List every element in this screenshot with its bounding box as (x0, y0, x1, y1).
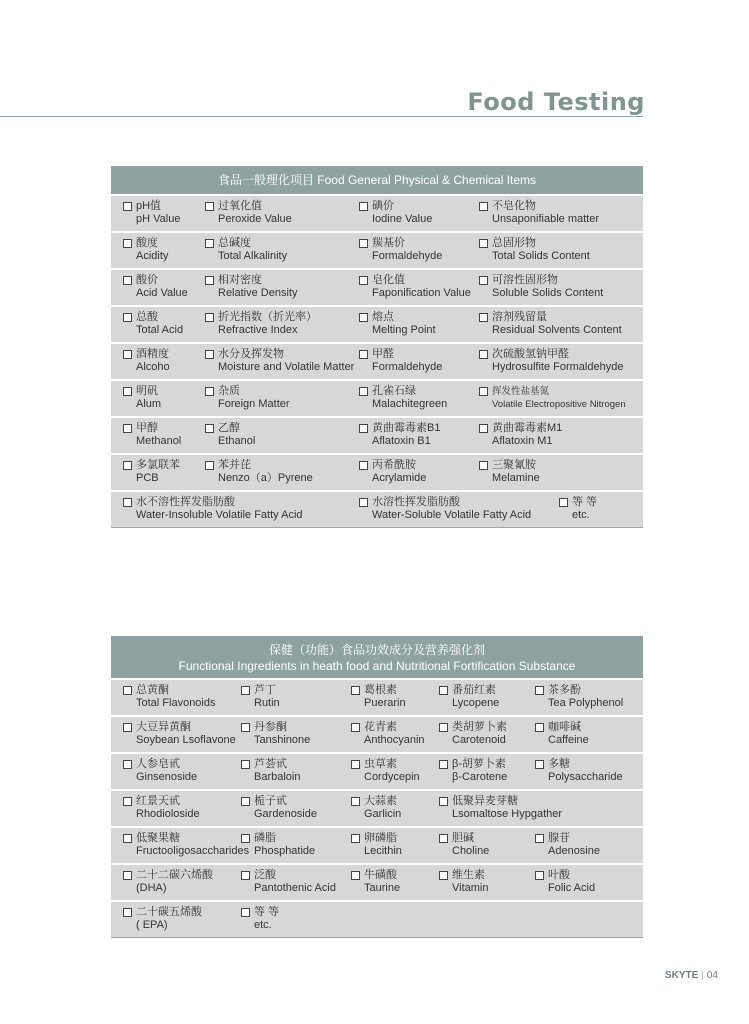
test-item (241, 684, 280, 710)
test-item (479, 385, 626, 411)
item-name-en: Carotenoid (452, 734, 506, 746)
item-name-cn: 低聚果糖 (136, 832, 180, 844)
test-item (479, 422, 562, 448)
item-name-en: Alum (136, 398, 162, 410)
item-checkbox[interactable] (241, 908, 250, 917)
test-item (205, 459, 313, 485)
item-name-cn: 维生素 (452, 869, 485, 881)
test-item (479, 200, 599, 226)
item-name-cn: 花青素 (364, 721, 397, 733)
test-item (205, 422, 255, 448)
item-name-cn: 水分及挥发物 (218, 348, 284, 360)
item-name-en: Puerarin (364, 697, 406, 709)
test-item (123, 237, 168, 263)
item-name-en: Soluble Solids Content (492, 287, 604, 299)
item-checkbox[interactable] (123, 723, 132, 732)
item-name-cn: 大蒜素 (364, 795, 397, 807)
table-header-cn: 保健（功能）食品功效成分及营养强化剂 (268, 643, 485, 657)
item-name-en: Rutin (254, 697, 280, 709)
item-name-en: Acrylamide (372, 472, 427, 484)
item-name-cn: 黄曲霉毒素B1 (372, 422, 441, 434)
item-name-en: Relative Density (218, 287, 298, 299)
item-name-cn: 叶酸 (548, 869, 570, 881)
item-name-cn: 丙希酰胺 (372, 459, 416, 471)
item-name-en: Water-Insoluble Volatile Fatty Acid (136, 509, 303, 521)
item-checkbox[interactable] (123, 202, 132, 211)
test-item (351, 832, 402, 858)
test-item (351, 684, 406, 710)
item-name-en: Caffeine (548, 734, 589, 746)
item-name-en: Melamine (492, 472, 540, 484)
test-item (123, 906, 202, 932)
test-item (123, 832, 249, 858)
item-name-en: Refractive Index (218, 324, 298, 336)
item-name-cn: 可溶性固形物 (492, 274, 558, 286)
item-name-en: Tanshinone (254, 734, 311, 746)
item-name-cn: 等 等 (254, 906, 280, 918)
item-name-cn: 红景天甙 (136, 795, 180, 807)
item-name-cn: 明矾 (136, 385, 158, 397)
test-item (439, 832, 489, 858)
test-item (123, 795, 200, 821)
test-item (123, 200, 180, 226)
item-name-cn: 总酸 (136, 311, 158, 323)
item-name-cn: 黄曲霉毒素M1 (492, 422, 563, 434)
footer-separator: | (701, 970, 704, 981)
item-name-en: Total Flavonoids (136, 697, 216, 709)
test-item (241, 721, 310, 747)
test-item (359, 385, 447, 411)
table-row (111, 233, 643, 270)
test-item (479, 459, 540, 485)
item-checkbox[interactable] (479, 350, 488, 359)
item-name-cn: 总碱度 (218, 237, 251, 249)
test-item (205, 311, 317, 337)
item-name-en: Methanol (136, 435, 182, 447)
test-item (479, 274, 603, 300)
item-name-cn: 甲醇 (136, 422, 158, 434)
test-item (241, 906, 279, 932)
item-checkbox[interactable] (123, 871, 132, 880)
brand-logo: SKYTE (664, 970, 699, 981)
item-checkbox[interactable] (241, 760, 250, 769)
item-name-en: Peroxide Value (218, 213, 292, 225)
page-number: 04 (706, 970, 718, 981)
test-item (535, 721, 589, 747)
table-row (111, 717, 643, 754)
item-name-cn: 大豆异黄酮 (136, 721, 191, 733)
item-checkbox[interactable] (351, 723, 360, 732)
table-row (111, 680, 643, 717)
item-checkbox[interactable] (123, 276, 132, 285)
test-item (359, 274, 471, 300)
test-item (359, 348, 442, 374)
item-name-cn: 胆碱 (452, 832, 474, 844)
item-name-cn: 过氧化值 (218, 200, 262, 212)
item-name-cn: 不皂化物 (492, 200, 536, 212)
item-name-en: Pantothenic Acid (254, 882, 336, 894)
table-row (111, 270, 643, 307)
item-name-en: Foreign Matter (218, 398, 290, 410)
item-name-cn: 次硫酸氢钠甲醛 (492, 348, 569, 360)
test-item (359, 422, 440, 448)
item-name-en: Anthocyanin (364, 734, 425, 746)
item-name-en: Hydrosulfite Formaldehyde (492, 361, 624, 373)
page-footer (665, 970, 718, 981)
test-item (123, 274, 188, 300)
item-name-cn: 磷脂 (254, 832, 276, 844)
item-checkbox[interactable] (351, 760, 360, 769)
test-item (123, 869, 213, 895)
table-row (111, 344, 643, 381)
item-name-cn: 羰基价 (372, 237, 405, 249)
item-name-cn: 酸度 (136, 237, 158, 249)
table-row (111, 865, 643, 902)
item-checkbox[interactable] (123, 760, 132, 769)
item-name-cn: pH值 (136, 200, 162, 212)
item-name-en: Gardenoside (254, 808, 317, 820)
test-item (351, 758, 420, 784)
item-name-en: Phosphatide (254, 845, 316, 857)
item-checkbox[interactable] (351, 834, 360, 843)
item-checkbox[interactable] (241, 871, 250, 880)
item-name-cn: 二十二碳六烯酸 (136, 869, 213, 881)
item-checkbox[interactable] (123, 461, 132, 470)
item-name-cn: 总固形物 (492, 237, 536, 249)
item-name-en: etc. (254, 919, 272, 931)
item-name-en: Garlicin (364, 808, 402, 820)
test-item (351, 869, 400, 895)
table-row (111, 902, 643, 938)
item-name-cn: 人参皂甙 (136, 758, 180, 770)
item-name-cn: 咖啡碱 (548, 721, 581, 733)
item-checkbox[interactable] (439, 760, 448, 769)
test-item (439, 795, 562, 821)
item-checkbox[interactable] (205, 461, 214, 470)
item-name-cn: 酸价 (136, 274, 158, 286)
item-name-cn: 水不溶性挥发脂肪酸 (136, 496, 235, 508)
item-name-en: Barbaloin (254, 771, 301, 783)
item-name-en: Aflatoxin B1 (372, 435, 431, 447)
item-checkbox[interactable] (535, 686, 544, 695)
item-name-cn: 折光指数（折光率） (218, 311, 317, 323)
item-name-cn: 皂化值 (372, 274, 405, 286)
item-checkbox[interactable] (205, 424, 214, 433)
item-checkbox[interactable] (479, 239, 488, 248)
test-item (479, 237, 590, 263)
test-item (123, 348, 170, 374)
item-checkbox[interactable] (123, 686, 132, 695)
item-name-cn: β-胡萝卜素 (452, 758, 506, 770)
test-item (351, 795, 401, 821)
item-name-en: Alcoho (136, 361, 170, 373)
test-item (439, 758, 507, 784)
item-checkbox[interactable] (241, 797, 250, 806)
item-name-en: Rhodioloside (136, 808, 200, 820)
test-item (123, 385, 161, 411)
item-name-en: Formaldehyde (372, 250, 443, 262)
item-name-cn: 乙醇 (218, 422, 240, 434)
item-name-en: Polysaccharide (548, 771, 623, 783)
item-name-en: etc. (572, 509, 590, 521)
item-name-cn: 二十碳五烯酸 (136, 906, 202, 918)
item-name-cn: 虫草素 (364, 758, 397, 770)
test-item (241, 795, 317, 821)
item-name-cn: 苯并芘 (218, 459, 251, 471)
test-item (535, 869, 595, 895)
test-item (241, 869, 336, 895)
table-header: 食品一般理化项目 Food General Physical & Chemical Items (111, 166, 643, 196)
test-item (535, 758, 623, 784)
test-item (359, 237, 442, 263)
item-checkbox[interactable] (123, 498, 132, 507)
item-name-cn: 腺苷 (548, 832, 570, 844)
item-name-en: Tea Polyphenol (548, 697, 624, 709)
test-item (241, 832, 315, 858)
item-checkbox[interactable] (479, 202, 488, 211)
title-rule (0, 116, 643, 117)
table-row (111, 381, 643, 418)
item-name-cn: 溶剂残留量 (492, 311, 547, 323)
test-item (205, 274, 297, 300)
item-checkbox[interactable] (205, 239, 214, 248)
item-name-cn: 低聚异麦芽糖 (452, 795, 518, 807)
item-name-en: PCB (136, 472, 159, 484)
item-name-en: Adenosine (548, 845, 600, 857)
item-name-en: Soybean Lsoflavone (136, 734, 236, 746)
item-checkbox[interactable] (535, 834, 544, 843)
item-checkbox[interactable] (479, 424, 488, 433)
item-name-en: ( EPA) (136, 919, 168, 931)
test-item (205, 348, 354, 374)
item-checkbox[interactable] (535, 871, 544, 880)
item-checkbox[interactable] (479, 276, 488, 285)
item-name-en: Choline (452, 845, 490, 857)
item-checkbox[interactable] (359, 387, 368, 396)
item-checkbox[interactable] (205, 313, 214, 322)
item-name-en: (DHA) (136, 882, 167, 894)
item-checkbox[interactable] (535, 723, 544, 732)
item-checkbox[interactable] (123, 239, 132, 248)
item-name-en: Total Solids Content (492, 250, 590, 262)
item-checkbox[interactable] (559, 498, 568, 507)
item-name-en: Volatile Electropositive Nitrogen (492, 399, 626, 410)
item-checkbox[interactable] (351, 797, 360, 806)
item-checkbox[interactable] (439, 686, 448, 695)
item-checkbox[interactable] (205, 276, 214, 285)
test-item (123, 758, 197, 784)
test-item (359, 200, 432, 226)
item-name-cn: 泛酸 (254, 869, 276, 881)
table-header (111, 636, 643, 680)
item-name-cn: 甲醛 (372, 348, 394, 360)
test-item (205, 385, 290, 411)
test-item (535, 832, 600, 858)
table-row (111, 828, 643, 865)
item-name-cn: 挥发性盐基氮 (492, 386, 550, 397)
item-name-cn: 水溶性挥发脂肪酸 (372, 496, 460, 508)
functional-ingredients-table (111, 636, 643, 938)
table-row (111, 455, 643, 492)
item-checkbox[interactable] (359, 461, 368, 470)
item-checkbox[interactable] (479, 387, 488, 396)
item-name-cn: 丹参酮 (254, 721, 287, 733)
item-name-cn: 茶多酚 (548, 684, 581, 696)
item-name-cn: 孔雀石绿 (372, 385, 416, 397)
item-name-en: Water-Soluble Volatile Fatty Acid (372, 509, 532, 521)
test-item (123, 459, 180, 485)
item-checkbox[interactable] (205, 202, 214, 211)
item-name-cn: 酒精度 (136, 348, 169, 360)
item-name-en: Iodine Value (372, 213, 433, 225)
test-item (359, 459, 426, 485)
item-name-cn: 芦丁 (254, 684, 276, 696)
item-name-cn: 类胡萝卜素 (452, 721, 507, 733)
item-name-en: Unsaponifiable matter (492, 213, 600, 225)
item-name-en: Lycopene (452, 697, 500, 709)
test-item (535, 684, 623, 710)
item-name-en: Total Acid (136, 324, 184, 336)
item-name-en: Lsomaltose Hypgather (452, 808, 563, 820)
item-checkbox[interactable] (439, 723, 448, 732)
item-name-cn: 相对密度 (218, 274, 262, 286)
item-name-cn: 多氯联苯 (136, 459, 180, 471)
test-item (479, 348, 623, 374)
item-checkbox[interactable] (359, 424, 368, 433)
item-checkbox[interactable] (205, 387, 214, 396)
table-row (111, 492, 643, 528)
item-name-cn: 碘价 (372, 200, 394, 212)
test-item (439, 869, 488, 895)
item-name-en: Taurine (364, 882, 401, 894)
item-name-en: Moisture and Volatile Matter (218, 361, 355, 373)
test-item (123, 721, 236, 747)
general-items-table (111, 166, 643, 528)
item-checkbox[interactable] (123, 387, 132, 396)
test-item (439, 684, 499, 710)
item-name-en: β-Carotene (452, 771, 508, 783)
item-name-en: Fructooligosaccharides (136, 845, 250, 857)
item-name-en: Ethanol (218, 435, 256, 447)
item-checkbox[interactable] (123, 350, 132, 359)
test-item (479, 311, 622, 337)
test-item (123, 311, 183, 337)
item-checkbox[interactable] (123, 797, 132, 806)
item-name-en: Vitamin (452, 882, 489, 894)
item-checkbox[interactable] (123, 313, 132, 322)
table-row (111, 418, 643, 455)
test-item (241, 758, 300, 784)
test-item (205, 237, 287, 263)
item-name-en: Cordycepin (364, 771, 420, 783)
item-name-cn: 杂质 (218, 385, 240, 397)
item-checkbox[interactable] (123, 908, 132, 917)
table-header-en: Functional Ingredients in heath food and Nutritional Fortification Substance (178, 659, 576, 673)
item-checkbox[interactable] (439, 871, 448, 880)
test-item (123, 684, 216, 710)
item-name-cn: 番茄红素 (452, 684, 496, 696)
item-name-en: Total Alkalinity (218, 250, 288, 262)
item-name-cn: 牛磺酸 (364, 869, 397, 881)
item-name-en: Residual Solvents Content (492, 324, 622, 336)
item-checkbox[interactable] (351, 686, 360, 695)
item-checkbox[interactable] (359, 276, 368, 285)
item-name-cn: 卵磷脂 (364, 832, 397, 844)
item-name-en: Aflatoxin M1 (492, 435, 553, 447)
test-item (559, 496, 597, 522)
test-item (123, 496, 303, 522)
item-checkbox[interactable] (359, 350, 368, 359)
table-row (111, 791, 643, 828)
item-name-cn: 芦荟甙 (254, 758, 287, 770)
test-item (205, 200, 292, 226)
item-name-cn: 总黄酮 (136, 684, 169, 696)
test-item (359, 311, 436, 337)
item-checkbox[interactable] (241, 723, 250, 732)
table-row (111, 307, 643, 344)
table-row (111, 754, 643, 791)
item-checkbox[interactable] (535, 760, 544, 769)
item-checkbox[interactable] (479, 461, 488, 470)
item-name-en: Malachitegreen (372, 398, 448, 410)
item-checkbox[interactable] (359, 498, 368, 507)
test-item (359, 496, 531, 522)
item-name-en: Acidity (136, 250, 169, 262)
item-checkbox[interactable] (241, 834, 250, 843)
item-checkbox[interactable] (205, 350, 214, 359)
test-item (351, 721, 425, 747)
item-name-en: Folic Acid (548, 882, 596, 894)
item-name-cn: 栀子甙 (254, 795, 287, 807)
test-item (123, 422, 181, 448)
item-checkbox[interactable] (123, 424, 132, 433)
item-checkbox[interactable] (359, 313, 368, 322)
item-name-en: pH Value (136, 213, 181, 225)
item-name-en: Lecithin (364, 845, 402, 857)
item-checkbox[interactable] (123, 834, 132, 843)
item-name-en: Melting Point (372, 324, 436, 336)
item-name-en: Ginsenoside (136, 771, 198, 783)
item-checkbox[interactable] (359, 239, 368, 248)
item-checkbox[interactable] (439, 834, 448, 843)
item-name-cn: 三聚氰胺 (492, 459, 536, 471)
item-name-en: Faponification Value (372, 287, 471, 299)
item-checkbox[interactable] (241, 686, 250, 695)
item-name-en: Nenzo（a）Pyrene (218, 472, 313, 484)
item-name-cn: 等 等 (572, 496, 598, 508)
item-checkbox[interactable] (351, 871, 360, 880)
item-name-en: Acid Value (136, 287, 188, 299)
table-row (111, 196, 643, 233)
page-title: Food Testing (467, 88, 645, 116)
item-name-en: Formaldehyde (372, 361, 443, 373)
item-name-cn: 多糖 (548, 758, 570, 770)
item-checkbox[interactable] (479, 313, 488, 322)
item-name-cn: 葛根素 (364, 684, 397, 696)
item-name-cn: 熔点 (372, 311, 394, 323)
item-checkbox[interactable] (359, 202, 368, 211)
item-checkbox[interactable] (439, 797, 448, 806)
test-item (439, 721, 507, 747)
